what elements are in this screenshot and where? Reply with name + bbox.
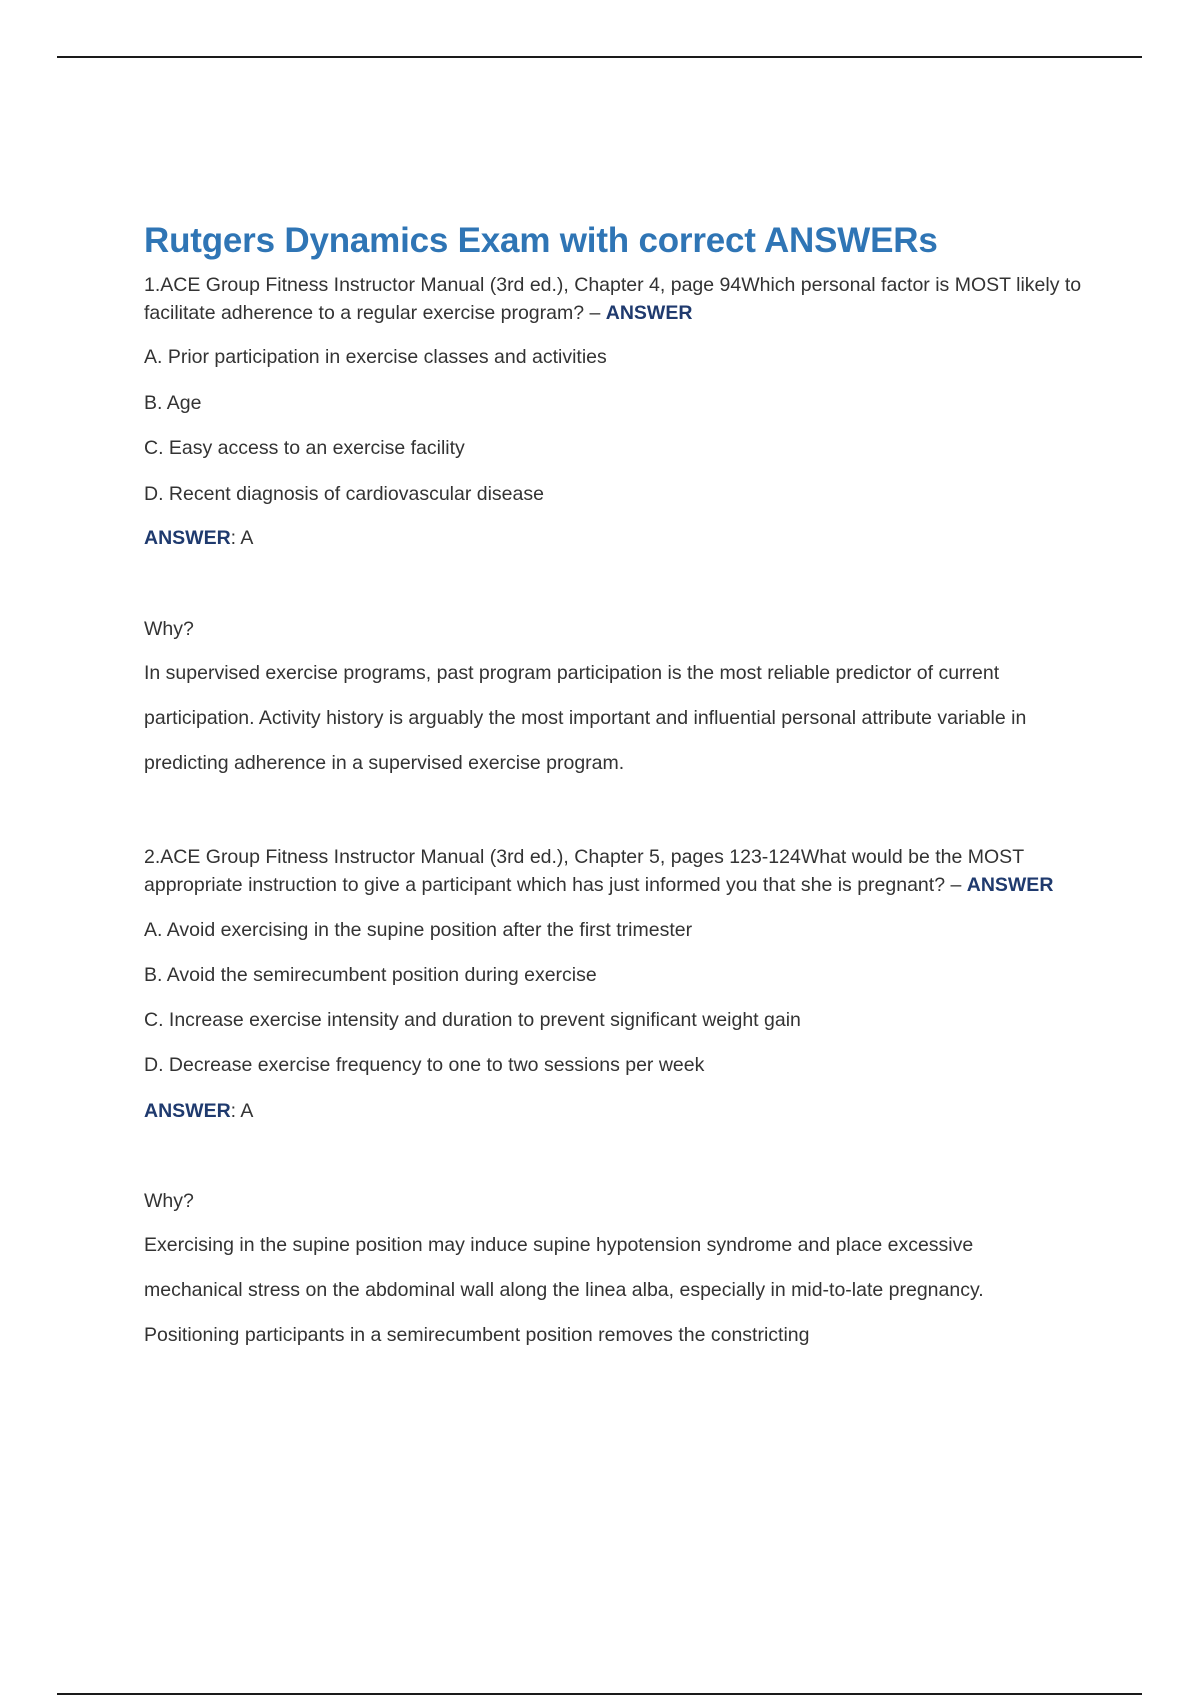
question-2-option-d: D. Decrease exercise frequency to one to two sessions per week <box>144 1054 705 1076</box>
question-1-option-b: B. Age <box>144 392 202 414</box>
question-1-answer-label: ANSWER <box>144 527 231 549</box>
question-2-answer <box>144 1097 1064 1125</box>
question-1-explanation: In supervised exercise programs, past program participation is the most reliable predictor of current participation. Activity history is arguably the most important and influential personal attribute variable in predicting adherence in a supervised exercise program. <box>144 662 1027 774</box>
question-2-why: Why? <box>144 1190 194 1212</box>
question-1-answer-value: : A <box>230 527 254 549</box>
question-1-option-c: C. Easy access to an exercise facility <box>144 437 465 459</box>
question-2-prompt <box>144 843 1064 899</box>
question-2 <box>144 843 1064 1358</box>
question-2-answer-tag: ANSWER <box>966 874 1054 896</box>
question-2-option-b: B. Avoid the semirecumbent position during exercise <box>144 964 597 986</box>
question-2-answer-value: : A <box>230 1100 254 1122</box>
question-1-text: 1.ACE Group Fitness Instructor Manual (3rd ed.), Chapter 4, page 94Which personal factor is MOST likely to facilitate adherence to a regular exercise program? – <box>144 274 1082 324</box>
document-title: Rutgers Dynamics Exam with correct ANSWERs <box>144 221 938 260</box>
document-body <box>144 216 1104 1358</box>
question-1-option-d: D. Recent diagnosis of cardiovascular disease <box>144 483 544 505</box>
question-2-option-c: C. Increase exercise intensity and duration to prevent significant weight gain <box>144 1009 801 1031</box>
question-1 <box>144 271 1094 786</box>
question-1-answer <box>144 524 1094 552</box>
question-1-option-a: A. Prior participation in exercise classes and activities <box>144 346 607 368</box>
question-2-option-a: A. Avoid exercising in the supine position after the first trimester <box>144 919 693 941</box>
question-2-answer-label: ANSWER <box>144 1100 231 1122</box>
question-2-text: 2.ACE Group Fitness Instructor Manual (3rd ed.), Chapter 5, pages 123-124What would be the MOST appropriate instruction to give a participant which has just informed you that she is pregnant? – <box>144 846 1024 896</box>
question-1-answer-tag: ANSWER <box>605 302 693 324</box>
question-2-explanation: Exercising in the supine position may induce supine hypotension syndrome and place excessive mechanical stress on the abdominal wall along the linea alba, especially in mid-to-late pregnancy. Positioning participants in a semirecumbent position removes the constricting <box>144 1234 984 1346</box>
top-rule <box>57 56 1142 58</box>
bottom-rule <box>57 1693 1142 1695</box>
question-1-prompt <box>144 271 1094 327</box>
question-1-why: Why? <box>144 618 194 640</box>
